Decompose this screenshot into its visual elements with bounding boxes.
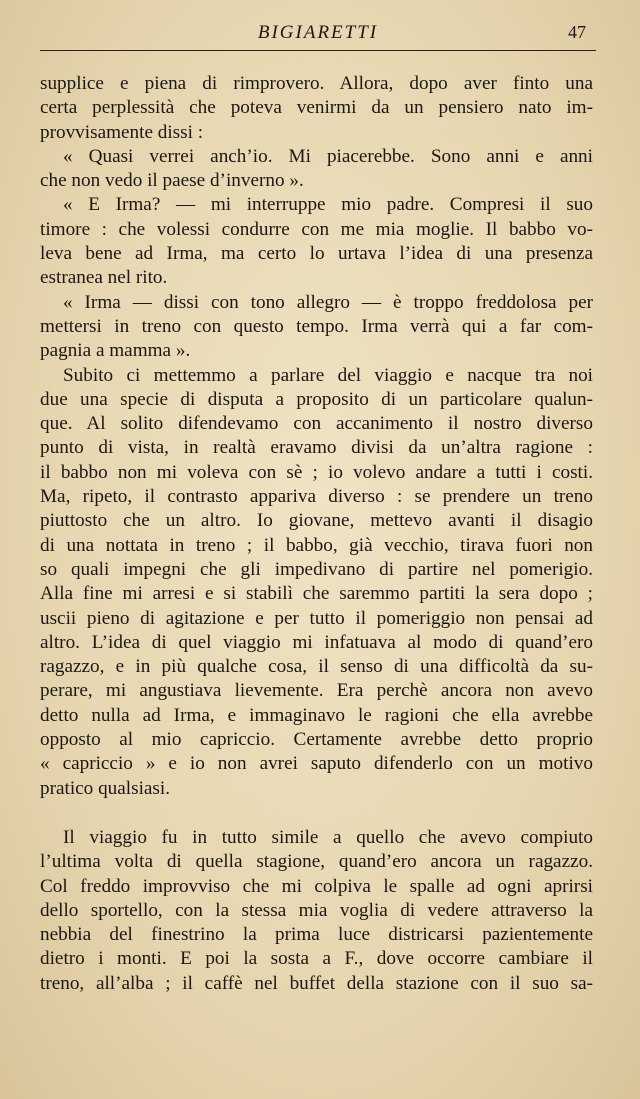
text-line: due una specie di disputa a proposito di un particolare qualun- bbox=[40, 388, 593, 410]
body-text bbox=[40, 72, 593, 996]
text-line: certa perplessità che poteva venirmi da un pensiero nato im- bbox=[40, 97, 593, 119]
text-line: Subito ci mettemmo a parlare del viaggio e nacque tra noi bbox=[63, 364, 593, 386]
text-line: Col freddo improvviso che mi colpiva le spalle ad ogni aprirsi bbox=[40, 875, 593, 897]
text-line: di una nottata in treno ; il babbo, già vecchio, tirava fuori non bbox=[40, 534, 593, 556]
text-line: estranea nel rito. bbox=[40, 267, 168, 289]
text-line: piuttosto che un altro. Io giovane, mettevo avanti il disagio bbox=[40, 510, 593, 532]
text-line: il babbo non mi voleva con sè ; io volevo andare a tutti i costi. bbox=[40, 461, 593, 483]
text-line: timore : che volessi condurre con me mia moglie. Il babbo vo- bbox=[40, 218, 593, 240]
text-line: dello sportello, con la stessa mia voglia di vedere attraverso la bbox=[40, 899, 593, 921]
text-line: « E Irma? — mi interruppe mio padre. Compresi il suo bbox=[63, 194, 593, 216]
text-section bbox=[40, 826, 593, 996]
text-line: ragazzo, e in più qualche cosa, il senso di una difficoltà da su- bbox=[40, 656, 593, 678]
header-rule bbox=[40, 50, 596, 51]
text-line: dietro i monti. E poi la sosta a F., dove occorre cambiare il bbox=[40, 948, 593, 970]
text-line: nebbia del finestrino la prima luce districarsi pazientemente bbox=[40, 924, 593, 946]
text-line: che non vedo il paese d’inverno ». bbox=[40, 170, 304, 192]
text-line: altro. L’idea di quel viaggio mi infatuava al modo di quand’ero bbox=[40, 631, 593, 653]
text-line: Ma, ripeto, il contrasto appariva diverso : se prendere un treno bbox=[40, 486, 593, 508]
text-line: so quali impegni che gli impedivano di partire nel pomerigio. bbox=[40, 558, 593, 580]
text-line: detto nulla ad Irma, e immaginavo le ragioni che ella avrebbe bbox=[40, 704, 593, 726]
text-line: « Irma — dissi con tono allegro — è troppo freddolosa per bbox=[63, 291, 593, 313]
text-line: pagnia a mamma ». bbox=[40, 340, 191, 362]
text-line: perare, mi angustiava lievemente. Era perchè ancora non avevo bbox=[40, 680, 593, 702]
text-line: Il viaggio fu in tutto simile a quello che avevo compiuto bbox=[63, 826, 593, 848]
text-line: mettersi in treno con questo tempo. Irma verrà qui a far com- bbox=[40, 315, 593, 337]
text-line: leva bene ad Irma, ma certo lo urtava l’idea di una presenza bbox=[40, 243, 593, 265]
text-line: « Quasi verrei anch’io. Mi piacerebbe. Sono anni e anni bbox=[63, 145, 593, 167]
text-line: l’ultima volta di quella stagione, quand’ero ancora un ragazzo. bbox=[40, 851, 593, 873]
text-line: Alla fine mi arresi e si stabilì che saremmo partiti la sera dopo ; bbox=[40, 583, 593, 605]
text-line: treno, all’alba ; il caffè nel buffet della stazione con il suo sa- bbox=[40, 972, 593, 994]
text-line: « capriccio » e io non avrei saputo difenderlo con un motivo bbox=[40, 753, 593, 775]
text-line: uscii pieno di agitazione e per tutto il pomeriggio non pensai ad bbox=[40, 607, 593, 629]
text-line: pratico qualsiasi. bbox=[40, 777, 171, 799]
text-line: opposto al mio capriccio. Certamente avrebbe detto proprio bbox=[40, 729, 593, 751]
text-line: punto di vista, in realtà eravamo divisi da un’altra ragione : bbox=[40, 437, 593, 459]
page-number: 47 bbox=[568, 22, 586, 42]
running-header-title: BIGIARETTI bbox=[257, 22, 379, 43]
text-line: que. Al solito difendevamo con accanimento il nostro diverso bbox=[40, 413, 593, 435]
text-section bbox=[40, 72, 593, 801]
text-line: supplice e piena di rimprovero. Allora, dopo aver finto una bbox=[40, 73, 593, 94]
section-break bbox=[40, 801, 593, 826]
text-line: provvisamente dissi : bbox=[40, 121, 204, 143]
running-header bbox=[40, 18, 596, 50]
